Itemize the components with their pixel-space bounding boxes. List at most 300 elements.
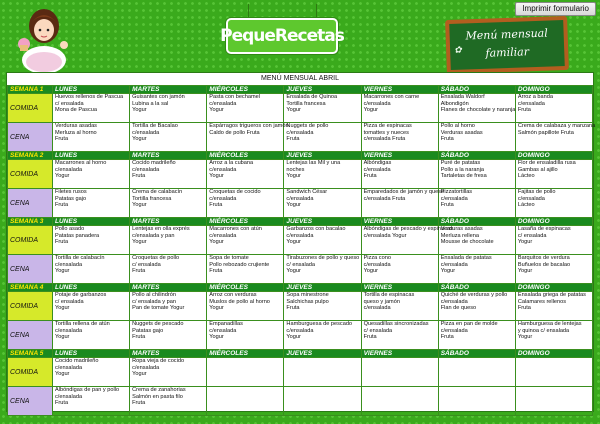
dish-line: c/ensalada Fruta [363, 136, 406, 143]
dish-line: c/ensalada [363, 305, 391, 312]
menu-cell[interactable] [284, 358, 361, 387]
menu-cell[interactable] [130, 321, 207, 350]
comida-label: COMIDA [8, 160, 53, 189]
dish-line: Salchichas pulpo [286, 298, 329, 305]
menu-cell[interactable] [284, 189, 361, 218]
dish-line: Yogur [55, 305, 70, 312]
dish-line: Fruta [517, 305, 531, 312]
dish-line: Yogur [363, 268, 378, 275]
menu-cell[interactable] [284, 94, 361, 123]
week-label: SEMANA 1 [8, 86, 53, 94]
cena-label: CENA [8, 123, 53, 152]
dish-line: Yogur [286, 334, 301, 341]
menu-cell[interactable] [438, 387, 515, 416]
menu-cell[interactable] [361, 292, 438, 321]
dish-line: Arroz a la cubana [209, 160, 254, 166]
week-header-row [8, 350, 593, 358]
dish-line: c/ensalada [517, 100, 545, 107]
menu-cell[interactable] [438, 226, 515, 255]
dish-line: Fruta [286, 136, 300, 143]
dish-line: Pizza cono [363, 255, 391, 261]
dish-line: c/ ensalada [517, 232, 547, 239]
dish-line: Gambas al ajillo [517, 166, 558, 173]
dish-line: Verduras asadas [55, 123, 97, 129]
dish-line: Yogur [132, 371, 147, 378]
dish-line: y quinoa c/ ensalada [517, 327, 570, 334]
dish-line: Yogur [286, 173, 301, 180]
dish-line: Croquetas de cocido [209, 189, 261, 195]
day-header: SÁBADO [438, 218, 515, 226]
dish-line: Tortilla de Bacalao [132, 123, 178, 129]
dish-line: Verduras asadas [440, 226, 483, 232]
comida-row [8, 292, 593, 321]
dish-line: Pollo asado [55, 226, 85, 232]
dish-line: Tortilla francesa [132, 195, 172, 202]
dish-line: Yogur [286, 239, 301, 246]
menu-cell[interactable] [515, 292, 592, 321]
dish-line: Yogur [132, 107, 147, 114]
cena-label: CENA [8, 387, 53, 416]
dish-line: c/ensalada [55, 364, 83, 371]
comida-label: COMIDA [8, 358, 53, 387]
menu-cell[interactable] [515, 358, 592, 387]
menu-cell[interactable] [438, 292, 515, 321]
week-header-row [8, 86, 593, 94]
day-header: LUNES [53, 86, 130, 94]
dish-line: Fruta [517, 107, 531, 114]
dish-line: Caldo de pollo Fruta [209, 129, 260, 136]
menu-cell[interactable] [284, 292, 361, 321]
menu-cell[interactable] [438, 255, 515, 284]
chalkboard-line-1: Menú mensual [465, 26, 548, 43]
dish-line: c/ensalada [55, 327, 83, 334]
comida-label: COMIDA [8, 94, 53, 123]
week-label: SEMANA 4 [8, 284, 53, 292]
day-header: LUNES [53, 152, 130, 160]
dish-line: Huevos rellenos de Pascua [55, 94, 124, 100]
day-header: SÁBADO [438, 86, 515, 94]
day-header: MIÉRCOLES [207, 350, 284, 358]
menu-cell[interactable] [361, 94, 438, 123]
dish-line: c/ensalada Yogur [363, 232, 407, 239]
day-header: DOMINGO [515, 350, 592, 358]
dish-line: c/ensalada [132, 166, 160, 173]
dish-line: Fruta [132, 268, 146, 275]
menu-cell[interactable] [284, 321, 361, 350]
dish-line: c/ensalada [363, 166, 391, 173]
dish-line: Yogur [132, 202, 147, 209]
dish-line: Albóndigas de pescado y espinacas [363, 226, 453, 232]
dish-line: Salmón en pasta filo [132, 393, 183, 400]
dish-line: Fruta [440, 136, 454, 143]
dish-line: c/ensalada [55, 393, 83, 400]
comida-label: COMIDA [8, 226, 53, 255]
dish-line: c/ensalada [209, 327, 237, 334]
dish-line: Croquetas de pollo [132, 255, 180, 261]
dish-line: Puré de patatas [440, 160, 481, 166]
dish-line: Yogur [209, 173, 224, 180]
dish-line: Fruta [363, 173, 377, 180]
dish-line: c/ ensalada [286, 261, 316, 268]
dish-line: Fruta [132, 334, 146, 341]
dish-line: Pollo al chilindrón [132, 292, 176, 298]
dish-line: c/ensalada [286, 195, 314, 202]
menu-cell[interactable] [130, 160, 207, 189]
dish-line: Verduras asadas [440, 129, 483, 136]
dish-line: c/ensalada [209, 232, 237, 239]
menu-cell[interactable] [53, 387, 130, 416]
dish-line: c/ensalada [440, 298, 468, 305]
dish-line: c/ensalada Fruta [363, 195, 406, 202]
dish-line: Tartaletas de fresa [440, 173, 487, 180]
dish-line: tomattes y nueces [363, 129, 409, 136]
menu-cell[interactable] [53, 189, 130, 218]
dish-line: Patatas gajo [55, 195, 87, 202]
menu-cell[interactable] [284, 123, 361, 152]
dish-line: Calamares rellenos [517, 298, 567, 305]
dish-line: Quesadillas sincronizadas [363, 321, 429, 327]
menu-cell[interactable] [361, 255, 438, 284]
dish-line: c/ensalada [209, 195, 237, 202]
dish-line: c/ensalada [286, 129, 314, 136]
dish-line: Macarrones al horno [55, 160, 107, 166]
dish-line: Fruta [132, 400, 146, 407]
dish-line: Potaje de garbanzos [55, 292, 107, 298]
menu-cell[interactable] [361, 160, 438, 189]
menu-cell[interactable] [515, 160, 592, 189]
menu-cell[interactable] [130, 94, 207, 123]
day-header: MARTES [130, 350, 207, 358]
menu-cell[interactable] [284, 255, 361, 284]
dish-line: Cocido madrileño [55, 358, 99, 364]
cena-label: CENA [8, 321, 53, 350]
menu-cell[interactable] [361, 123, 438, 152]
dish-line: c/ensalada y pan [132, 232, 175, 239]
menu-cell[interactable] [207, 160, 284, 189]
menu-cell[interactable] [53, 226, 130, 255]
dish-line: Lácteo [517, 202, 535, 209]
day-header: VIERNES [361, 218, 438, 226]
dish-line: Flan de queso [440, 305, 477, 312]
day-header: MARTES [130, 152, 207, 160]
day-header: JUEVES [284, 284, 361, 292]
chalkboard-sign [445, 16, 569, 74]
dish-line: c/ensalada [55, 166, 83, 173]
menu-cell[interactable] [207, 387, 284, 416]
dish-line: Lácteo [517, 173, 535, 180]
menu-cell[interactable] [515, 387, 592, 416]
dish-line: Lentejas las Mil y una [286, 160, 341, 166]
comida-label: COMIDA [8, 292, 53, 321]
dish-line: Yogur [363, 107, 378, 114]
chalkboard-line-2: familiar [485, 45, 530, 60]
menu-cell[interactable] [53, 94, 130, 123]
menu-cell[interactable] [207, 226, 284, 255]
menu-cell[interactable] [361, 321, 438, 350]
dish-line: Yogur [55, 371, 70, 378]
menu-cell[interactable] [515, 123, 596, 152]
menu-cell[interactable] [207, 189, 284, 218]
dish-line: Tirabuzones de pollo y queso [286, 255, 360, 261]
dish-line: Sopa minestrone [286, 292, 329, 298]
dish-line: Fruta [55, 202, 69, 209]
dish-line: Ensalada de patatas [440, 255, 492, 261]
dish-line: Yogur [517, 239, 533, 246]
dish-line: Fruta [55, 136, 69, 143]
dish-line: Emparedados de jamón y queso [363, 189, 445, 195]
menu-cell[interactable] [130, 123, 207, 152]
day-header: MIÉRCOLES [207, 152, 284, 160]
print-form-button[interactable]: Imprimir formulario [515, 2, 596, 16]
day-header: JUEVES [284, 218, 361, 226]
day-header: DOMINGO [515, 284, 592, 292]
dish-line: Pizzatortillas [440, 189, 473, 195]
dish-line: Yogur [286, 202, 301, 209]
dish-line: Crema de calabacín [132, 189, 183, 195]
dish-line: c/ensalada [363, 261, 391, 268]
dish-line: Nuggets de pescado [132, 321, 184, 327]
menu-cell[interactable] [515, 189, 592, 218]
day-header: JUEVES [284, 152, 361, 160]
day-header: VIERNES [361, 284, 438, 292]
dish-line: Yogur [55, 173, 70, 180]
day-header: VIERNES [361, 86, 438, 94]
dish-line: Fruta [286, 305, 300, 312]
day-header: DOMINGO [515, 218, 592, 226]
menu-cell[interactable] [361, 189, 445, 218]
menu-cell[interactable] [207, 123, 289, 152]
dish-line: c/ ensalada [55, 100, 84, 107]
day-header: VIERNES [361, 350, 438, 358]
dish-line: Yogur [440, 268, 456, 275]
dish-line: Filetes rusos [55, 189, 87, 195]
cena-row [8, 255, 593, 284]
day-header: MARTES [130, 284, 207, 292]
menu-cell[interactable] [207, 292, 284, 321]
dish-line: Yogur [55, 268, 70, 275]
menu-cell[interactable] [130, 387, 207, 416]
dish-line: Hamburguesa de pescado [286, 321, 353, 327]
week-label: SEMANA 5 [8, 350, 53, 358]
menu-cell[interactable] [284, 387, 361, 416]
menu-cell[interactable] [53, 358, 130, 387]
dish-line: Fruta [363, 334, 377, 341]
dish-line: Ensalada Waldorf [440, 94, 485, 100]
dish-line: Fruta [132, 173, 146, 180]
dish-line: Tortilla francesa [286, 100, 326, 107]
dish-line: Cocido madrileño [132, 160, 176, 166]
flower-doodle-icon: ✿ [453, 45, 462, 56]
cena-row [8, 189, 593, 218]
dish-line: Tortilla rellena de atún [55, 321, 110, 327]
day-header: SÁBADO [438, 284, 515, 292]
dish-line: Nuggets de pollo [286, 123, 329, 129]
dish-line: Yogur [55, 334, 70, 341]
dish-line: Albóndigas [363, 160, 392, 166]
menu-cell[interactable] [361, 226, 453, 255]
dish-line: Crema de calabaza y manzana [517, 123, 596, 129]
dish-line: Pasta con bechamel [209, 94, 260, 100]
menu-cell[interactable] [515, 321, 592, 350]
week-header-row [8, 218, 593, 226]
dish-line: c/ensalada [286, 232, 314, 239]
dish-line: c/ensalada [132, 364, 160, 371]
menu-cell[interactable] [130, 358, 207, 387]
menu-cell[interactable] [438, 123, 515, 152]
dish-line: Pollo a la naranja [440, 166, 484, 173]
week-header-row [8, 284, 593, 292]
cena-label: CENA [8, 255, 53, 284]
menu-cell[interactable] [53, 321, 130, 350]
dish-line: Macarrones con atún [209, 226, 262, 232]
menu-cell[interactable] [130, 189, 207, 218]
dish-line: Yogur [209, 107, 224, 114]
girl-cook-illustration [8, 0, 80, 68]
menu-cell[interactable] [361, 387, 438, 416]
dish-line: Sandwich César [286, 189, 328, 195]
menu-cell[interactable] [130, 255, 207, 284]
dish-line: c/ensalada [440, 195, 468, 202]
comida-row [8, 358, 593, 387]
dish-line: Fruta [440, 334, 454, 341]
menu-cell[interactable] [53, 160, 130, 189]
week-label: SEMANA 2 [8, 152, 53, 160]
dish-line: Empanadillas [209, 321, 243, 327]
dish-line: Flor de ensaladilla rusa [517, 160, 576, 166]
menu-cell[interactable] [130, 226, 207, 255]
menu-cell[interactable] [53, 292, 130, 321]
menu-cell[interactable] [207, 94, 284, 123]
menu-cell[interactable] [207, 358, 284, 387]
dish-line: Flanes de chocolate y naranja [440, 107, 516, 114]
site-logo[interactable]: PequeRecetas [226, 18, 338, 54]
dish-line: Albóndigas de pan y pollo [55, 387, 120, 393]
menu-title: MENÚ MENSUAL ABRIL [261, 75, 339, 82]
menu-cell[interactable] [53, 255, 130, 284]
menu-cell[interactable] [438, 160, 515, 189]
dish-line: Yogur [209, 239, 224, 246]
dish-line: Fruta [55, 400, 69, 407]
dish-line: c/ ensalada [55, 298, 84, 305]
dish-line: c/ensalada [55, 261, 83, 268]
day-header: LUNES [53, 218, 130, 226]
day-header: MARTES [130, 86, 207, 94]
menu-cell[interactable] [207, 255, 284, 284]
dish-line: Yogur [517, 334, 533, 341]
dish-line: Fruta [209, 268, 223, 275]
menu-cell[interactable] [284, 160, 361, 189]
dish-line: Pan de tomate Yogur [132, 305, 185, 312]
day-header: VIERNES [361, 152, 438, 160]
dish-line: Barquitos de verdura [517, 255, 570, 261]
dish-line: Merluza al horno [55, 129, 97, 136]
menu-cell[interactable] [515, 255, 592, 284]
comida-row [8, 94, 593, 123]
day-header: LUNES [53, 350, 130, 358]
day-header: MIÉRCOLES [207, 218, 284, 226]
day-header: LUNES [53, 284, 130, 292]
menu-cell[interactable] [438, 189, 515, 218]
menu-cell[interactable] [515, 226, 592, 255]
day-header: MIÉRCOLES [207, 86, 284, 94]
dish-line: Arroz con verduras [209, 292, 257, 298]
menu-cell[interactable] [130, 292, 207, 321]
dish-line: Fruta [440, 202, 454, 209]
dish-line: c/ ensalada y pan [132, 298, 176, 305]
dish-line: Hamburguesa de lentejas [517, 321, 582, 327]
menu-cell[interactable] [438, 94, 515, 123]
dish-line: Albondigón [440, 100, 469, 107]
dish-line: queso y jamón [363, 298, 400, 305]
dish-line: Ensalada de Quinoa [286, 94, 338, 100]
menu-cell[interactable] [361, 358, 438, 387]
menu-cell[interactable] [284, 226, 361, 255]
menu-cell[interactable] [53, 123, 130, 152]
menu-cell[interactable] [438, 358, 515, 387]
day-header: JUEVES [284, 350, 361, 358]
menu-panel [6, 72, 594, 412]
dish-line: Merluza rellena [440, 232, 479, 239]
dish-line: Muslos de pollo al horno [209, 298, 270, 305]
dish-line: Crema de zanahorias [132, 387, 186, 393]
dish-line: Mona de Pascua [55, 107, 97, 114]
dish-line: c/ensalada [209, 100, 237, 107]
menu-cell[interactable] [438, 321, 515, 350]
menu-cell[interactable] [515, 94, 592, 123]
dish-line: Yogur [286, 107, 301, 114]
day-header: JUEVES [284, 86, 361, 94]
menu-table [7, 85, 596, 416]
cena-label: CENA [8, 189, 53, 218]
dish-line: Ropa vieja de cocido [132, 358, 185, 364]
dish-line: Pizza de espinacas [363, 123, 412, 129]
dish-line: Fruta [209, 202, 223, 209]
dish-line: Fruta [55, 239, 69, 246]
dish-line: c/ensalada [440, 327, 468, 334]
dish-line: Yogur [209, 334, 224, 341]
day-header: DOMINGO [515, 86, 592, 94]
dish-line: Guisantes con jamón [132, 94, 185, 100]
week-label: SEMANA 3 [8, 218, 53, 226]
dish-line: Yogur [132, 239, 147, 246]
cena-row [8, 387, 593, 416]
dish-line: c/ ensalada [363, 327, 393, 334]
day-header: SÁBADO [438, 350, 515, 358]
dish-line: Arroz a banda [517, 94, 553, 100]
dish-line: Ensalada griega de patatas [517, 292, 586, 298]
dish-line: Lentejas en olla exprés [132, 226, 190, 232]
dish-line: c/ensalada [517, 195, 545, 202]
comida-row [8, 160, 593, 189]
dish-line: Pollo rebozado crujiente [209, 261, 270, 268]
dish-line: Salmón papillote Fruta [517, 129, 574, 136]
day-header: DOMINGO [515, 152, 592, 160]
day-header: SÁBADO [438, 152, 515, 160]
dish-line: c/ ensalada [132, 261, 161, 268]
cena-row [8, 123, 593, 152]
dish-line: Patatas panadera [55, 232, 100, 239]
dish-line: Garbanzos con bacalao [286, 226, 346, 232]
menu-cell[interactable] [207, 321, 284, 350]
dish-line: Yogur [132, 136, 147, 143]
dish-line: Pollo al horno [440, 123, 475, 129]
dish-line: Sopa de tomate [209, 255, 249, 261]
dish-line: c/ensalada [440, 261, 468, 268]
dish-line: c/ensalada [286, 327, 314, 334]
dish-line: c/ensalada [363, 100, 391, 107]
dish-line: Fajitas de pollo [517, 189, 556, 195]
dish-line: Macarrones con carne [363, 94, 420, 100]
